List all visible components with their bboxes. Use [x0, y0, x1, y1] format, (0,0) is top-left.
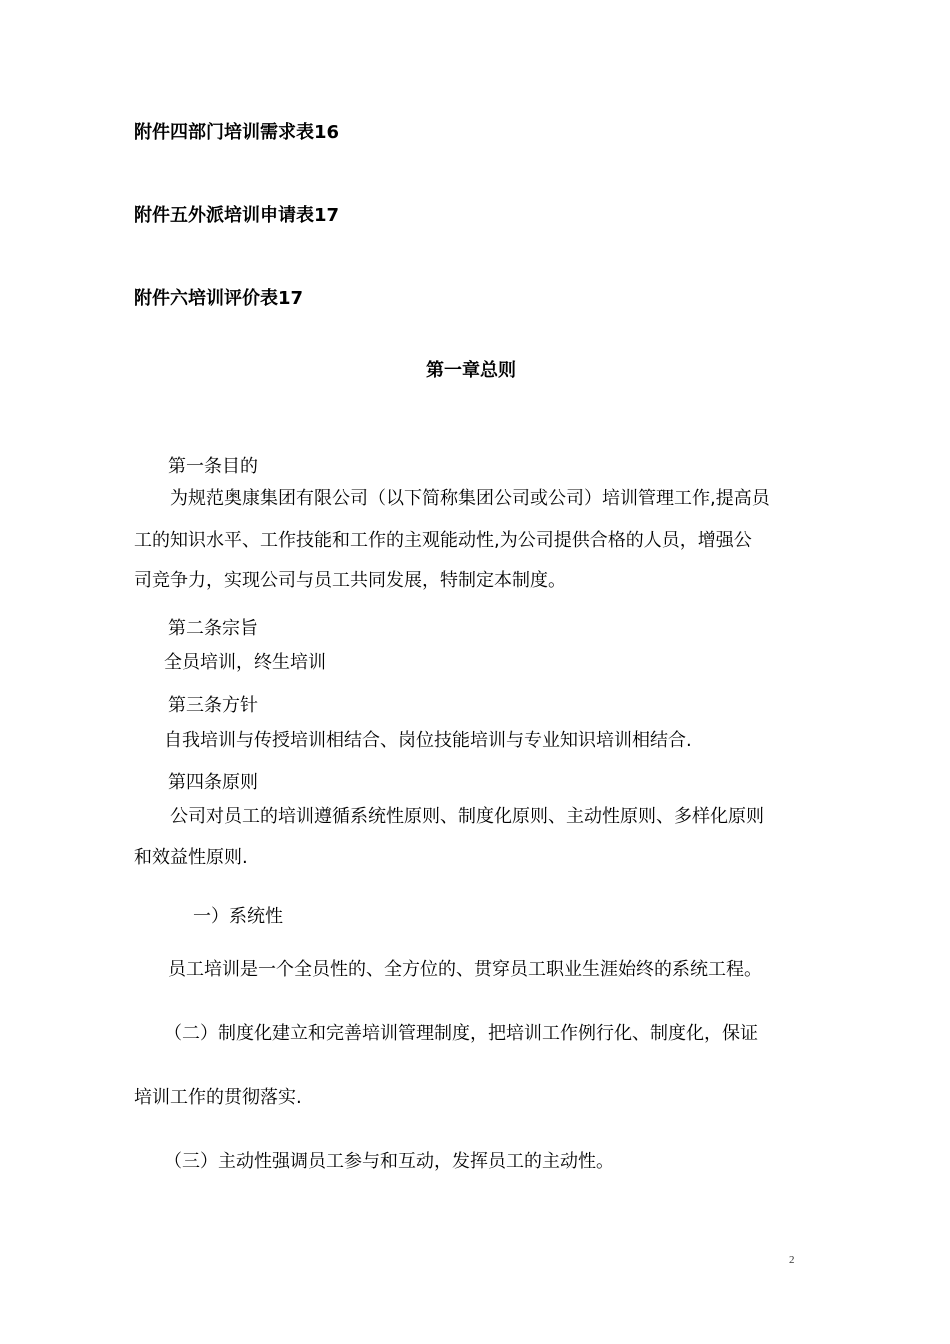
- principle-3: （三）主动性强调员工参与和互动，发挥员工的主动性。: [164, 1151, 614, 1172]
- toc-item-6: 附件六培训评价表17: [134, 288, 304, 309]
- chapter-title: 第一章总则: [426, 360, 516, 381]
- principle-1-title: 一）系统性: [193, 906, 283, 927]
- principle-1-body: 员工培训是一个全员性的、全方位的、贯穿员工职业生涯始终的系统工程。: [168, 959, 762, 980]
- article-1-heading: 第一条目的: [168, 456, 258, 477]
- article-1-line-3: 司竞争力，实现公司与员工共同发展，特制定本制度。: [134, 570, 566, 591]
- article-2-body: 全员培训，终生培训: [164, 652, 326, 673]
- article-4-line-1: 公司对员工的培训遵循系统性原则、制度化原则、主动性原则、多样化原则: [170, 806, 764, 827]
- toc-item-4: 附件四部门培训需求表16: [134, 122, 340, 143]
- article-4-line-2: 和效益性原则.: [134, 847, 248, 868]
- article-3-heading: 第三条方针: [168, 695, 258, 716]
- article-1-line-1: 为规范奥康集团有限公司（以下简称集团公司或公司）培训管理工作,提高员: [170, 488, 770, 509]
- article-3-body: 自我培训与传授培训相结合、岗位技能培训与专业知识培训相结合.: [164, 730, 692, 751]
- article-1-line-2: 工的知识水平、工作技能和工作的主观能动性,为公司提供合格的人员，增强公: [134, 530, 752, 551]
- article-4-heading: 第四条原则: [168, 772, 258, 793]
- principle-2-line-1: （二）制度化建立和完善培训管理制度，把培训工作例行化、制度化，保证: [164, 1023, 758, 1044]
- principle-2-line-2: 培训工作的贯彻落实.: [134, 1087, 302, 1108]
- page-number: 2: [789, 1254, 795, 1266]
- toc-item-5: 附件五外派培训申请表17: [134, 205, 340, 226]
- article-2-heading: 第二条宗旨: [168, 618, 258, 639]
